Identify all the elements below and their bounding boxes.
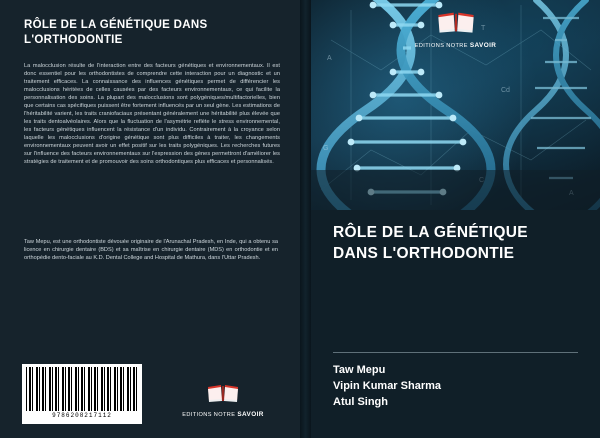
front-title-line1: RÔLE DE LA GÉNÉTIQUE xyxy=(333,224,528,241)
barcode-icon xyxy=(22,364,142,424)
title-divider xyxy=(333,352,578,353)
svg-text:G: G xyxy=(323,145,329,152)
cover-artwork xyxy=(311,0,600,210)
svg-text:A: A xyxy=(327,55,332,62)
author-name: Taw Mepu xyxy=(333,364,386,376)
publisher-suffix-front: SAVOIR xyxy=(469,42,497,49)
author-name: Atul Singh xyxy=(333,396,388,408)
book-spine xyxy=(300,0,311,438)
publisher-name-back xyxy=(168,411,278,418)
barcode-bars xyxy=(26,367,138,411)
publisher-prefix-front: EDITIONS NOTRE xyxy=(414,43,468,49)
front-title-line2: DANS L'ORTHODONTIE xyxy=(333,245,515,262)
author-bio: Taw Mepu, est une orthodontiste dévouée originaire de l'Arunachal Pradesh, en Inde, qui a obtenu sa licence en chirurgie dentaire (BDS) et sa maîtrise en chirurgie dentaire (MDS) en orthodontie et en orthopédie dento-faciale au K.D. Dental College and Hospital de Mathura, dans l'Uttar Pradesh. xyxy=(24,239,278,262)
publisher-prefix-back: EDITIONS NOTRE xyxy=(182,412,236,418)
open-book-icon xyxy=(436,10,476,34)
svg-text:Cd: Cd xyxy=(501,87,510,94)
back-title-line2: L'ORTHODONTIE xyxy=(24,34,123,46)
svg-text:T: T xyxy=(481,25,486,32)
back-title-line1: RÔLE DE LA GÉNÉTIQUE DANS xyxy=(24,19,208,31)
publisher-logo-front xyxy=(311,10,600,49)
front-cover xyxy=(311,0,600,438)
publisher-name-front xyxy=(311,42,600,49)
author-name: Vipin Kumar Sharma xyxy=(333,380,441,392)
back-cover-title xyxy=(24,18,280,48)
open-book-icon xyxy=(206,383,240,403)
back-cover-text-block xyxy=(24,18,280,166)
isbn-number: 9786208217112 xyxy=(52,412,112,419)
front-cover-title xyxy=(333,222,582,264)
back-cover-blurb: La malocclusion résulte de l'interaction entre des facteurs génétiques et environnementaux. Il est donc essentiel pour les orthodontistes de comprendre cette interaction pour un diagnostic et un traitement efficaces. La connaissance des influences génétiques permet de différencier les malocclusions héritées de celles causées par des facteurs environnementaux, ce qui facilite la personnalisation des soins. La plupart des malocclusions sont polygéniques/multifactorielles, bien que certains cas spécifiques puissent être fortement influencés par un seul gène. Les estimations de l'héritabilité varient, les traits craniofaciaux présentant généralement une héritabilité plus élevée que les traits dentoalvéolaires. Alors que la fluctuation de l'asymétrie reflète le stress environnemental, les facteurs génétiques influencent la résistance d'un individu. Contrairement à la croyance selon laquelle les malocclusions d'origine génétique sont plus difficiles à traiter, les changements environnementaux peuvent avoir un effet positif sur les traits polygéniques. Les recherches futures sur l'influence des facteurs environnementaux sur l'expression des gènes permettront d'améliorer les stratégies de traitement et de promouvoir des soins orthodontiques plus efficaces et personnalisés. xyxy=(24,63,280,165)
publisher-logo-back xyxy=(168,383,278,418)
author-list xyxy=(333,362,441,410)
publisher-suffix-back: SAVOIR xyxy=(237,411,264,418)
